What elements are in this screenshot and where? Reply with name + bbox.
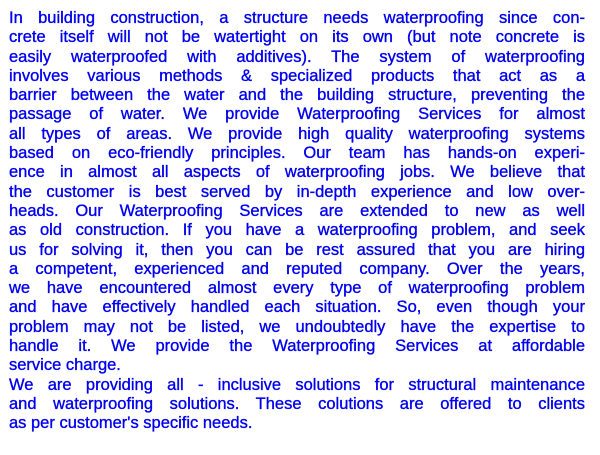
- text-line: us for solving it, then you can be rest assured that you are hiring: [9, 240, 585, 259]
- text-line: barrier between the water and the building structure, preventing the: [9, 86, 585, 105]
- text-line: all types of areas. We provide high quality waterproofing systems: [9, 124, 585, 143]
- text-line: passage of water. We provide Waterproofing Services for almost: [9, 105, 585, 124]
- text-line: ence in almost all aspects of waterproofing jobs. We believe that: [9, 163, 585, 182]
- text-line: We are providing all - inclusive solutions for structural maintenance: [9, 375, 585, 394]
- text-line: involves various methods & specialized products that act as a: [9, 66, 585, 85]
- document-body: [9, 9, 585, 434]
- text-line: based on eco-friendly principles. Our team has hands-on experi-: [9, 144, 585, 163]
- text-line: service charge.: [9, 356, 121, 375]
- text-line: as per customer's specific needs.: [9, 414, 253, 433]
- paragraph-1: [9, 9, 585, 376]
- text-line: problem may not be listed, we undoubtedly have the expertise to: [9, 317, 585, 336]
- text-line: heads. Our Waterproofing Services are extended to new as well: [9, 201, 585, 220]
- text-line: as old construction. If you have a waterproofing problem, and seek: [9, 221, 585, 240]
- text-line: In building construction, a structure needs waterproofing since con-: [9, 9, 585, 27]
- text-line: a competent, experienced and reputed company. Over the years,: [9, 259, 585, 278]
- text-line: handle it. We provide the Waterproofing Services at affordable: [9, 337, 585, 356]
- text-line: easily waterproofed with additives). The system of waterproofing: [9, 47, 585, 66]
- paragraph-2: [9, 376, 585, 434]
- text-line: we have encountered almost every type of waterproofing problem: [9, 279, 585, 298]
- text-line: and have effectively handled each situation. So, even though your: [9, 298, 585, 317]
- text-line: crete itself will not be watertight on its own (but note concrete is: [9, 28, 585, 47]
- text-line: the customer is best served by in-depth experience and low over-: [9, 182, 585, 201]
- text-line: and waterproofing solutions. These colutions are offered to clients: [9, 394, 585, 413]
